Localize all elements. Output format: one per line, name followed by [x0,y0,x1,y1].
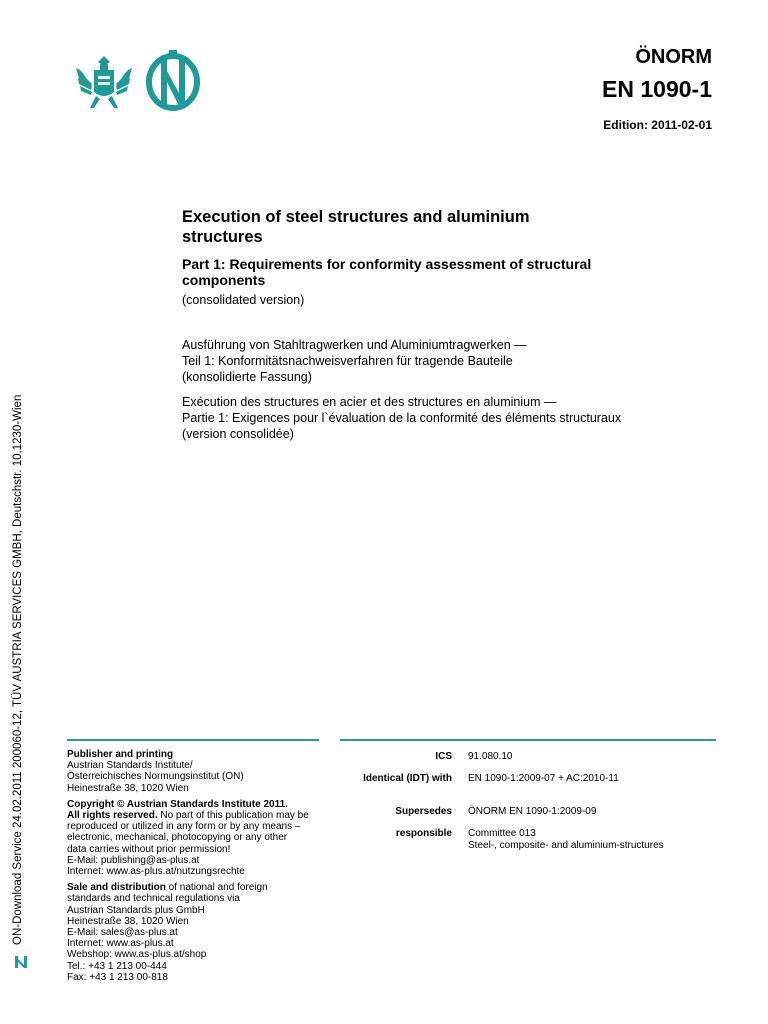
rights-url: Internet: www.as-plus.at/nutzungsrechte [67,866,245,878]
on-mark-icon [14,955,28,969]
rights-line: electronic, mechanical, photocopying or any other [67,832,288,844]
rights-reserved: All rights reserved. [67,810,158,822]
publisher-heading: Publisher and printing [67,749,174,760]
publisher-line: Heinestraße 38, 1020 Wien [67,782,189,794]
download-service-note: ON-Download Service 24.02.2011 200060-12, TÜV AUSTRIA SERVICES GMBH, Deutschstr. 10,1230-Wien [12,394,24,945]
identical-value: EN 1090-1:2009-07 + AC:2010-11 [468,773,619,784]
german-title-line: Ausführung von Stahltragwerken und Aluminiumtragwerken — [182,338,527,352]
responsible-label: responsible [395,828,452,839]
consolidated-note: (consolidated version) [182,293,305,307]
publisher-line: Austrian Standards Institute/ [67,760,193,772]
french-title-line: (version consolidée) [182,427,294,441]
sale-heading: Sale and distribution [67,882,166,894]
sale-line: Heinestraße 38, 1020 Wien [67,915,189,927]
document-part-title: Part 1: Requirements for conformity assessment of structural components [182,256,592,288]
publisher-line: Österreichisches Normungsinstitut (ON) [67,771,244,783]
rights-line: data carries without prior permission! [67,843,231,855]
document-title: Execution of steel structures and aluminium structures [182,208,530,246]
sale-text: of national and foreign [165,882,268,894]
sales-fax: Fax: +43 1 213 00-818 [67,971,168,983]
rights-line: reproduced or utilized in any form or by any means – [67,821,301,833]
ics-label: ICS [435,751,452,762]
edition-date: Edition: 2011-02-01 [603,118,712,132]
publisher-block [67,749,327,983]
divider-left [67,739,319,741]
responsible-committee: Committee 013 [468,828,536,839]
standard-number: EN 1090-1 [602,76,712,102]
identical-label: Identical (IDT) with [363,773,452,784]
french-title-line: Exécution des structures en acier et des structures en aluminium — [182,395,557,409]
supersedes-value: ÖNORM EN 1090-1:2009-09 [468,806,597,817]
german-title-block [182,337,702,385]
ics-value: 91.080.10 [468,751,513,762]
sales-webshop: Webshop: www.as-plus.at/shop [67,949,207,961]
sales-internet: Internet: www.as-plus.at [67,938,174,950]
responsible-committee-name: Steel-, composite- and aluminium-structures [468,840,664,851]
sale-line: Austrian Standards plus GmbH [67,904,205,916]
german-title-line: (konsolidierte Fassung) [182,370,312,384]
sales-email: E-Mail: sales@as-plus.at [67,927,178,939]
on-standards-logo [145,48,201,112]
standard-name: ÖNORM [635,46,712,68]
french-title-line: Partie 1: Exigences pour l`évaluation de la conformité des éléments structuraux [182,411,622,425]
sale-line: standards and technical regulations via [67,893,240,905]
french-title-block [182,394,702,442]
german-title-line: Teil 1: Konformitätsnachweisverfahren für tragende Bauteile [182,354,513,368]
supersedes-label: Supersedes [395,806,452,817]
copyright-notice: Copyright © Austrian Standards Institute 2011. [67,798,288,810]
sales-phone: Tel.: +43 1 213 00-444 [67,960,167,972]
rights-text: No part of this publication may be [157,810,309,822]
divider-right [340,739,716,741]
publishing-email: E-Mail: publishing@as-plus.at [67,854,200,866]
austrian-eagle-logo [72,52,136,112]
